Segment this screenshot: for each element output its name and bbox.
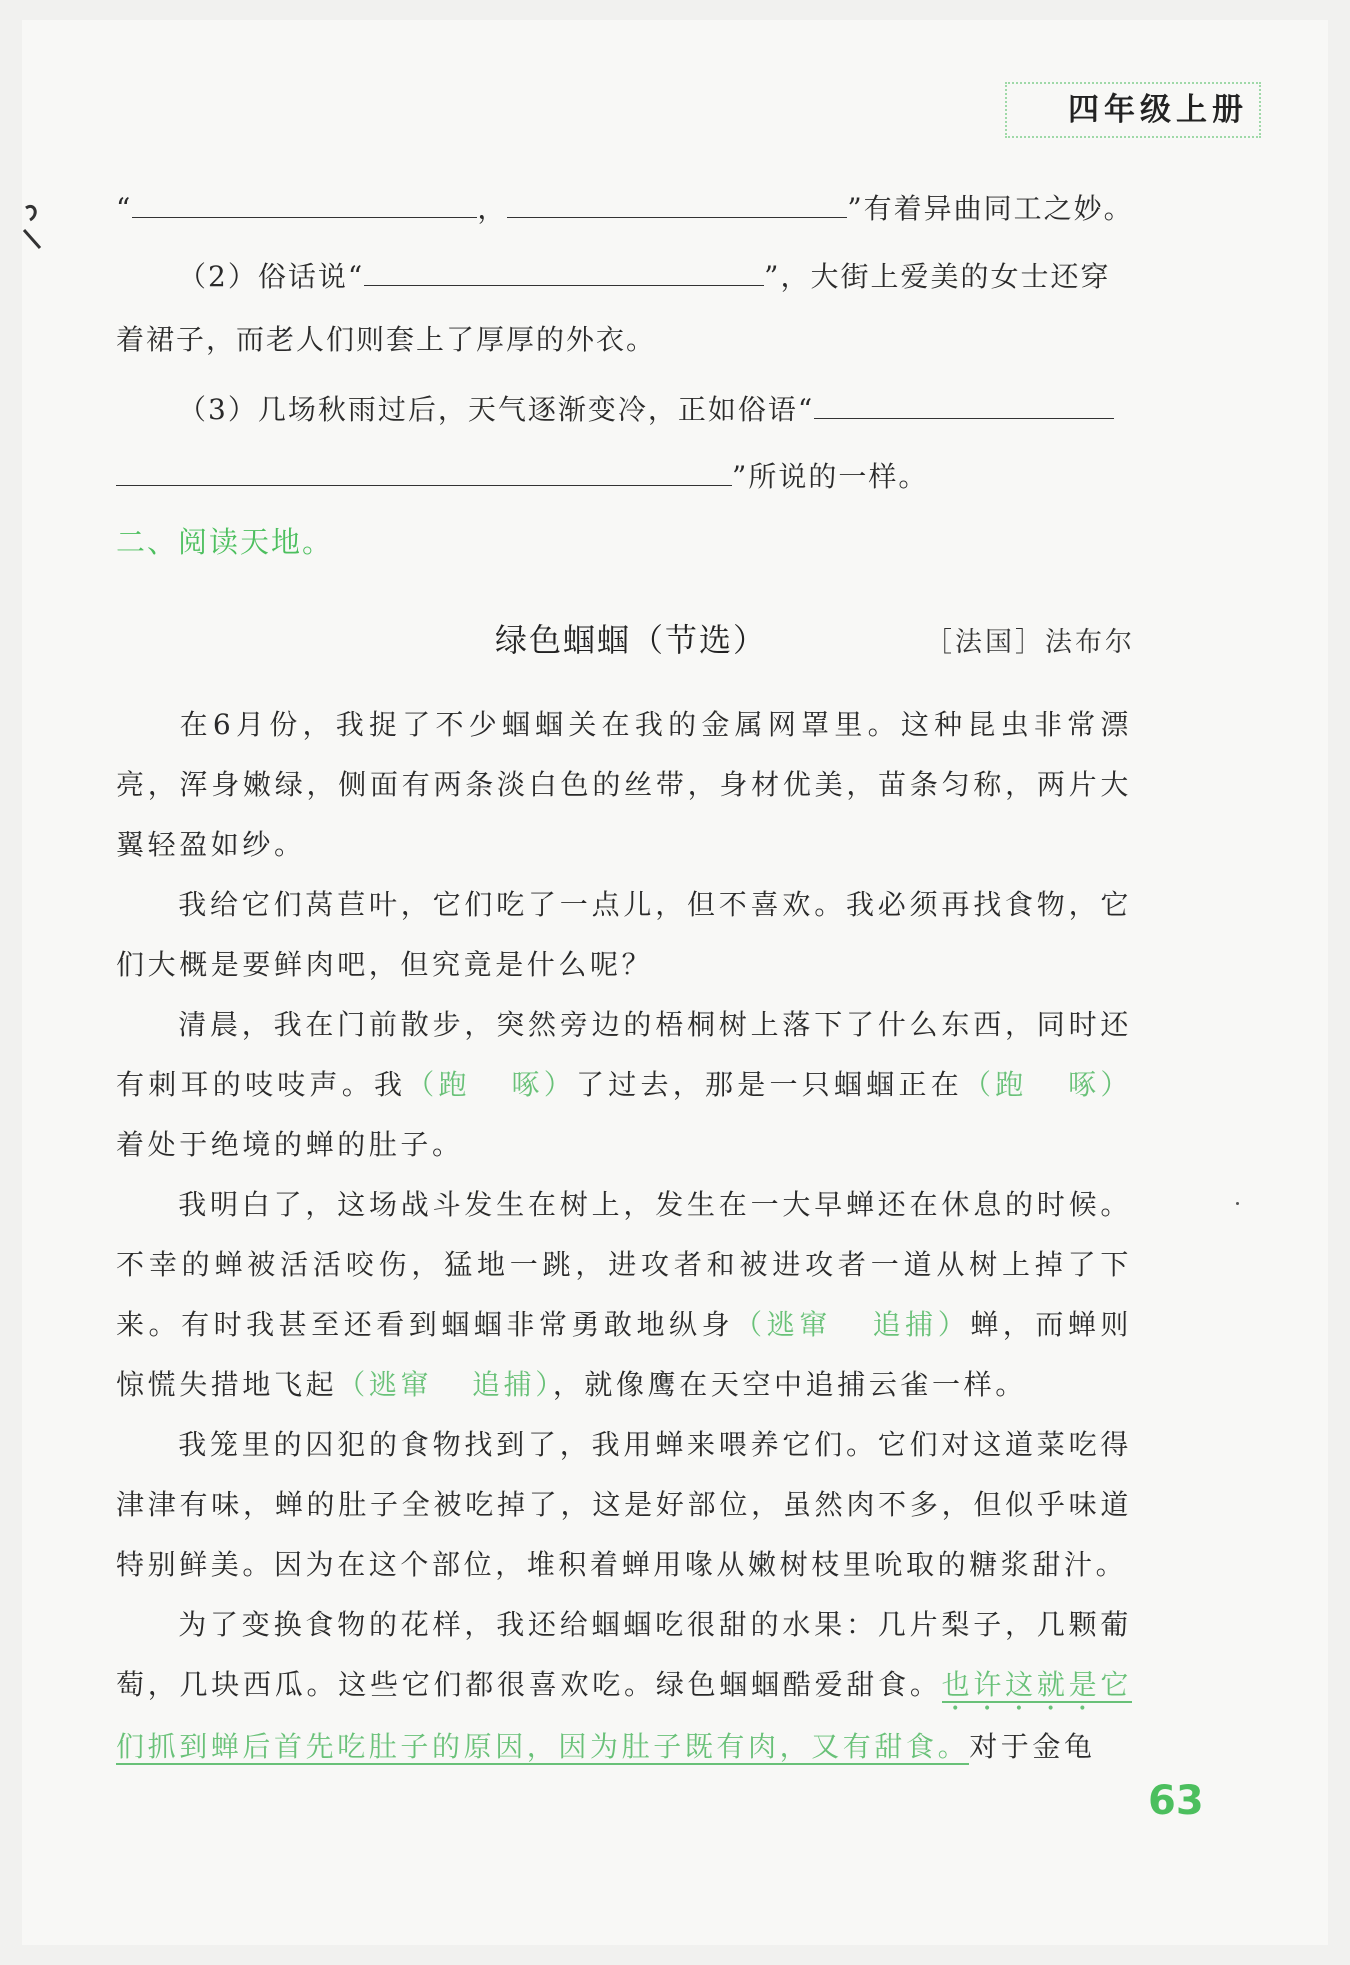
choice-option-peck: 啄） xyxy=(1067,1068,1133,1101)
margin-pencil-mark xyxy=(20,200,44,260)
paragraph-4 xyxy=(116,1175,1132,1415)
item2-prefix: （2）俗话说“ xyxy=(178,260,365,293)
article-title: 绿色蝈蝈（节选） xyxy=(495,621,768,659)
paragraph-3-text-c: 着处于绝境的蝉的肚子。 xyxy=(116,1128,464,1161)
item3-prefix: （3）几场秋雨过后，天气逐渐变冷，正如俗语“ xyxy=(178,393,815,426)
exercise-item-3-cont xyxy=(116,455,1132,497)
answer-blank-1b[interactable] xyxy=(507,187,847,218)
pencil-mark-icon xyxy=(20,200,44,260)
exercise-item-2 xyxy=(178,255,1194,297)
exercise-item-3 xyxy=(178,388,1194,430)
choice-option-chase: 追捕） xyxy=(871,1308,971,1341)
answer-blank-2[interactable] xyxy=(364,255,764,286)
page-number: 63 xyxy=(1148,1778,1204,1824)
choice-flee-chase-2[interactable] xyxy=(337,1368,553,1401)
item3-suffix: ”所说的一样。 xyxy=(732,460,929,493)
exercise-line-1 xyxy=(116,187,1132,229)
paragraph-2 xyxy=(116,875,1132,995)
underlined-sentence-dotted: 也许这就是 xyxy=(941,1668,1101,1701)
underlined-sentence: 它们抓到蝉后首先吃肚子的原因，因为肚子既有肉，又有甜食。 xyxy=(116,1668,1132,1763)
exercise-item-2-cont: 着裙子，而老人们则套上了厚厚的外衣。 xyxy=(116,323,657,356)
paragraph-3 xyxy=(116,995,1132,1175)
choice-option-run: （跑 xyxy=(963,1068,1028,1101)
line1-suffix: ”有着异曲同工之妙。 xyxy=(847,192,1134,225)
paragraph-6-text-a: 为了变换食物的花样，我还给蝈蝈吃很甜的水果：几片梨子，几颗葡萄，几块西瓜。这些它们都很喜欢吃。绿色蝈蝈酷爱甜食。 xyxy=(116,1608,1132,1701)
answer-blank-1a[interactable] xyxy=(132,187,477,218)
paragraph-1 xyxy=(116,695,1132,875)
answer-blank-3a[interactable] xyxy=(814,388,1114,419)
item2-suffix: ”，大街上爱美的女士还穿 xyxy=(764,260,1111,293)
speck xyxy=(1236,1202,1239,1205)
paragraph-6 xyxy=(116,1595,1132,1777)
section-heading: 二、阅读天地。 xyxy=(116,525,334,559)
paragraph-2-text: 我给它们莴苣叶，它们吃了一点儿，但不喜欢。我必须再找食物，它们大概是要鲜肉吧，但究竟是什么呢？ xyxy=(116,888,1132,981)
choice-option-run: （跑 xyxy=(406,1068,471,1101)
paragraph-6-text-b: 对于金龟 xyxy=(969,1730,1096,1763)
choice-option-flee: （逃窜 xyxy=(337,1368,433,1401)
comma: ， xyxy=(477,192,508,225)
choice-option-chase: 追捕） xyxy=(472,1368,553,1401)
quote-open: “ xyxy=(116,192,133,225)
choice-flee-chase-1[interactable] xyxy=(734,1308,970,1341)
article-author: ［法国］法布尔 xyxy=(925,627,1135,658)
paragraph-5 xyxy=(116,1415,1132,1595)
answer-blank-3b[interactable] xyxy=(116,455,732,486)
choice-run-peck-1[interactable] xyxy=(406,1068,576,1101)
choice-option-peck: 啄） xyxy=(510,1068,576,1101)
paragraph-3-text-a: 清晨，我在门前散步，突然旁边的梧桐树上落下了什么东西，同时还有刺耳的吱吱声。我 xyxy=(116,1008,1132,1101)
choice-option-flee: （逃窜 xyxy=(734,1308,832,1341)
paragraph-4-text-b: 蝉，而蝉则惊慌失措地飞起 xyxy=(116,1308,1132,1401)
choice-run-peck-2[interactable] xyxy=(963,1068,1132,1101)
paragraph-1-text: 在6月份，我捉了不少蝈蝈关在我的金属网罩里。这种昆虫非常漂亮，浑身嫩绿，侧面有两条淡白色的丝带，身材优美，苗条匀称，两片大翼轻盈如纱。 xyxy=(116,708,1132,861)
paragraph-4-text-c: ，就像鹰在天空中追捕云雀一样。 xyxy=(552,1368,1027,1401)
paragraph-3-text-b: 了过去，那是一只蝈蝈正在 xyxy=(575,1068,964,1101)
paragraph-5-text: 我笼里的囚犯的食物找到了，我用蝉来喂养它们。它们对这道菜吃得津津有味，蝉的肚子全被吃掉了，这是好部位，虽然肉不多，但似乎味道特别鲜美。因为在这个部位，堆积着蝉用喙从嫩树枝里吮取的糖浆甜汁。 xyxy=(116,1428,1132,1581)
paragraph-4-text-a: 我明白了，这场战斗发生在树上，发生在一大早蝉还在休息的时候。不幸的蝉被活活咬伤，猛地一跳，进攻者和被进攻者一道从树上掉了下来。有时我甚至还看到蝈蝈非常勇敢地纵身 xyxy=(116,1188,1132,1341)
grade-label: 四年级上册 xyxy=(1068,92,1248,128)
